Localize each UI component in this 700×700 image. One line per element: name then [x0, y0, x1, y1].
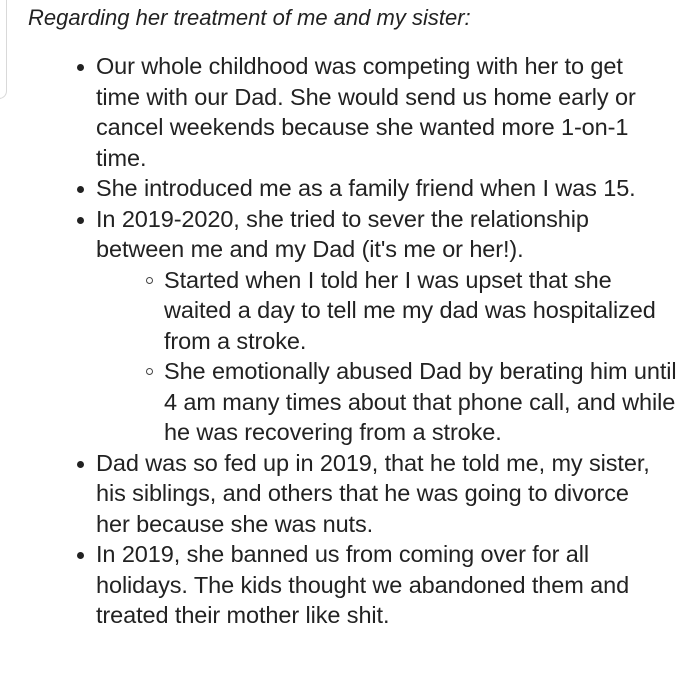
list-item [96, 204, 696, 448]
bullet-dot-icon [77, 552, 84, 559]
bullet-list [96, 51, 696, 631]
list-item-text: Dad was so fed up in 2019, that he told me, my sister, his siblings, and others that he was going to divorce her because she was nuts. [96, 449, 650, 537]
nested-list-item [164, 265, 696, 357]
list-item [96, 539, 696, 631]
bullet-dot-icon [77, 186, 84, 193]
card-border-edge [0, 0, 7, 99]
post-heading: Regarding her treatment of me and my sister: [28, 5, 471, 30]
nested-list-item [164, 356, 696, 448]
bullet-circle-icon [146, 277, 153, 284]
list-item [96, 173, 696, 204]
list-item [96, 51, 696, 173]
bullet-dot-icon [77, 64, 84, 71]
list-item [96, 448, 696, 540]
list-item-text: Our whole childhood was competing with her to get time with our Dad. She would send us home early or cancel weekends because she wanted more 1-on-1 time. [96, 53, 636, 171]
nested-list [96, 265, 696, 448]
bullet-circle-icon [146, 368, 153, 375]
nested-list-item-text: She emotionally abused Dad by berating him until 4 am many times about that phone call, and while he was recovering from a stroke. [164, 358, 677, 445]
list-item-text: In 2019, she banned us from coming over for all holidays. The kids thought we abandoned them and treated their mother like shit. [96, 541, 630, 628]
bullet-dot-icon [77, 461, 84, 468]
bullet-dot-icon [77, 217, 84, 224]
list-item-text: In 2019-2020, she tried to sever the relationship between me and my Dad (it's me or her!). [96, 205, 589, 262]
list-item-text: She introduced me as a family friend when I was 15. [96, 175, 636, 201]
nested-list-item-text: Started when I told her I was upset that she waited a day to tell me my dad was hospitalized from a stroke. [164, 266, 656, 354]
